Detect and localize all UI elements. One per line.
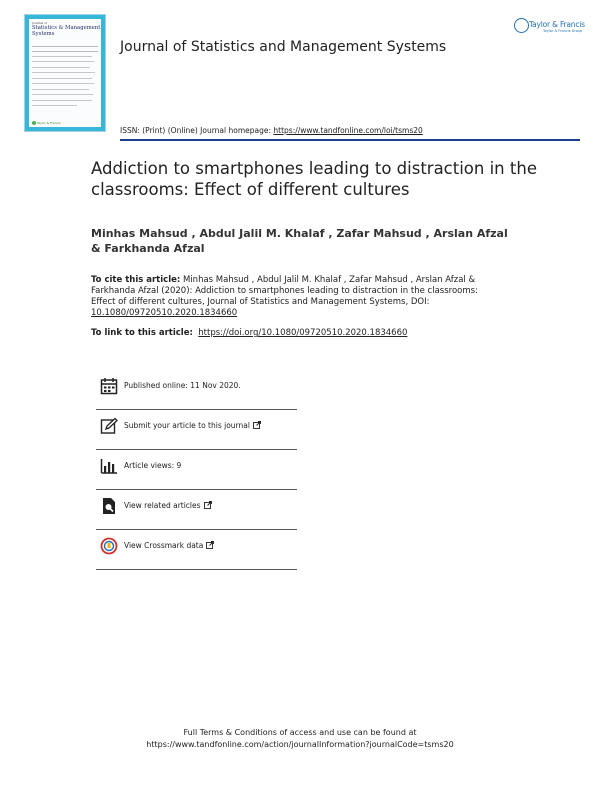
external-link-icon (204, 501, 212, 509)
cover-kicker: Journal of (32, 21, 47, 25)
journal-cover-thumbnail (24, 14, 106, 132)
submit-article-link[interactable]: Submit your article to this journal (124, 421, 261, 430)
calendar-icon (100, 377, 118, 395)
related-articles-link[interactable]: View related articles (124, 501, 212, 510)
cite-label: To cite this article: (91, 275, 181, 285)
journal-name: Journal of Statistics and Management Systems (120, 39, 447, 55)
footer-terms: Full Terms & Conditions of access and use can be found at (183, 728, 417, 737)
related-articles-row[interactable] (96, 489, 297, 530)
publisher-logo-sub: Taylor & Francis Group (543, 29, 583, 33)
published-date: Published online: 11 Nov 2020. (124, 381, 241, 390)
article-doi-url[interactable]: https://doi.org/10.1080/09720510.2020.1834660 (198, 328, 408, 338)
publisher-logo[interactable] (514, 18, 586, 36)
article-views-row (96, 449, 297, 490)
article-title: Addiction to smartphones leading to distraction in the classrooms: Effect of different cultures (91, 159, 537, 199)
issn-line (120, 126, 423, 135)
cite-text: Minhas Mahsud , Abdul Jalil M. Khalaf , Zafar Mahsud , Arslan Afzal & Farkhanda Afzal (2020): Addiction to smartphones leading to distraction in the classrooms: Effect of different cultures, Journal of Statistics and Management Systems, DOI: (91, 275, 478, 307)
cover-publisher-logo: Taylor & Francis (32, 121, 61, 125)
submit-article-row[interactable] (96, 409, 297, 450)
article-views: Article views: 9 (124, 461, 182, 470)
published-row (96, 369, 297, 410)
header-rule (120, 139, 580, 141)
crossmark-icon (100, 537, 118, 555)
publisher-logo-icon (514, 18, 529, 33)
crossmark-row[interactable] (96, 529, 297, 570)
crossmark-link[interactable]: View Crossmark data (124, 541, 214, 550)
document-search-icon (100, 497, 118, 515)
bar-chart-icon (100, 457, 118, 475)
external-link-icon (206, 541, 214, 549)
edit-icon (100, 417, 118, 435)
cover-title: Statistics & Management Systems (32, 25, 101, 37)
doi-link[interactable]: 10.1080/09720510.2020.1834660 (91, 308, 238, 318)
journal-homepage-link[interactable]: https://www.tandfonline.com/loi/tsms20 (273, 126, 423, 135)
external-link-icon (253, 421, 261, 429)
issn-label: ISSN: (Print) (Online) Journal homepage: (120, 126, 272, 135)
footer-terms-link[interactable]: https://www.tandfonline.com/action/journalInformation?journalCode=tsms20 (146, 740, 454, 749)
link-label: To link to this article: (91, 328, 193, 338)
article-authors: Minhas Mahsud , Abdul Jalil M. Khalaf , Zafar Mahsud , Arslan Afzal & Farkhanda Afzal (91, 227, 508, 255)
citation-block (91, 275, 501, 319)
publisher-logo-name: Taylor & Francis (529, 20, 585, 29)
link-line (91, 328, 407, 338)
